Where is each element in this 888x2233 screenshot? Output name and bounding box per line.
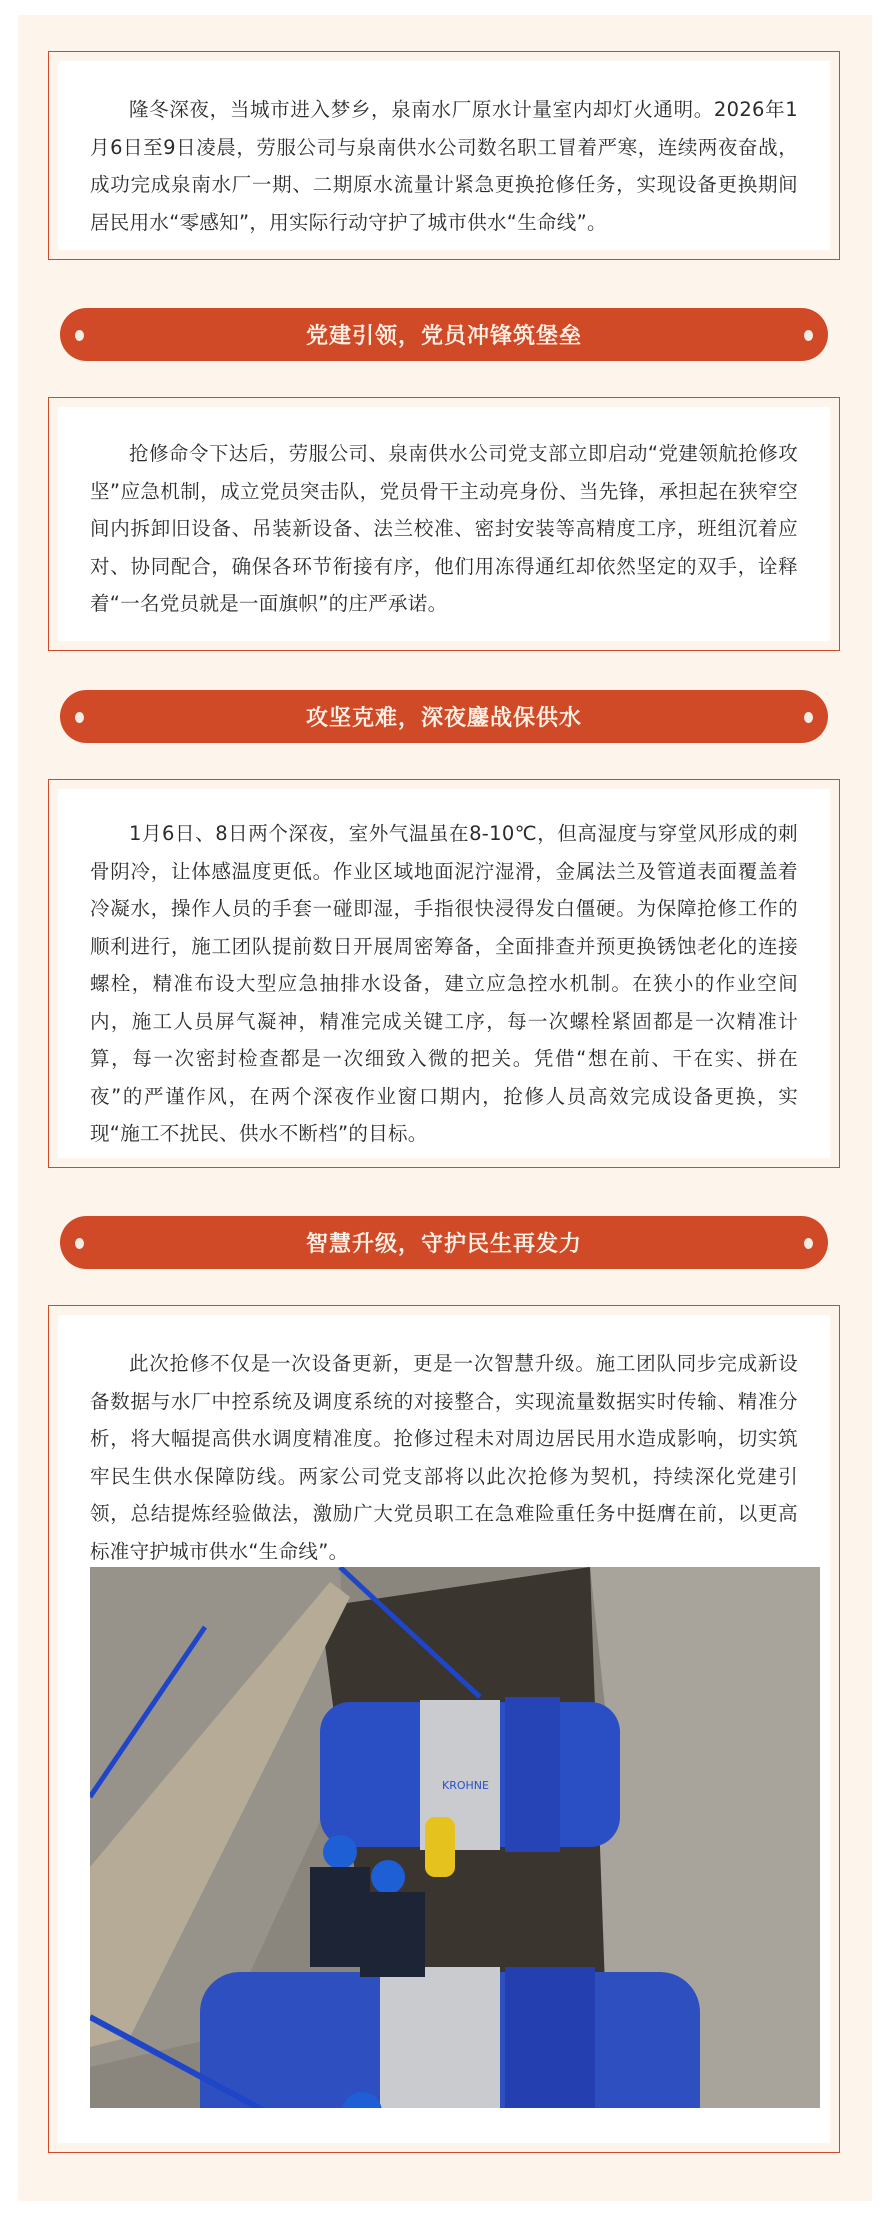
heading-dot-right-icon [804,712,813,723]
intro-box-inner [58,61,830,250]
heading-dot-left-icon [75,1238,84,1249]
party-leadership-box-inner [58,407,830,641]
party-leadership-box [48,397,840,651]
svg-text:KROHNE: KROHNE [442,1779,489,1792]
party-leadership-paragraph: 抢修命令下达后，劳服公司、泉南供水公司党支部立即启动“党建领航抢修攻坚”应急机制，成立党员突击队，党员骨干主动亮身份、当先锋，承担起在狭窄空间内拆卸旧设备、吊装新设备、法兰校准、密封安装等高精度工序，班组沉着应对、协同配合，确保各环节衔接有序，他们用冻得通红却依然坚定的双手，诠释着“一名党员就是一面旗帜”的庄严承诺。 [90,442,798,615]
smart-upgrade-box [48,1305,840,2153]
overnight-battle-box-inner [58,789,830,1158]
heading-dot-left-icon [75,330,84,341]
section-heading-text: 党建引领，党员冲锋筑堡垒 [305,324,582,349]
overnight-battle-paragraph: 1月6日、8日两个深夜，室外气温虽在8-10℃，但高湿度与穿堂风形成的刺骨阴冷，让体感温度更低。作业区域地面泥泞湿滑，金属法兰及管道表面覆盖着冷凝水，操作人员的手套一碰即湿，手指很快浸得发白僵硬。为保障抢修工作的顺利进行，施工团队提前数日开展周密筹备，全面排查并预更换锈蚀老化的连接螺栓，精准布设大型应急抽排水设备，建立应急控水机制。在狭小的作业空间内，施工人员屏气凝神，精准完成关键工序，每一次螺栓紧固都是一次精准计算，每一次密封检查都是一次细致入微的把关。凭借“想在前、干在实、拼在夜”的严谨作风，在两个深夜作业窗口期内，抢修人员高效完成设备更换，实现“施工不扰民、供水不断档”的目标。 [90,822,798,1145]
section-heading-party-leadership [60,308,828,361]
overnight-battle-box [48,779,840,1168]
smart-upgrade-paragraph: 此次抢修不仅是一次设备更新，更是一次智慧升级。施工团队同步完成新设备数据与水厂中控系统及调度系统的对接整合，实现流量数据实时传输、精准分析，将大幅提高供水调度精准度。抢修过程未对周边居民用水造成影响，切实筑牢民生供水保障防线。两家公司党支部将以此次抢修为契机，持续深化党建引领，总结提炼经验做法，激励广大党员职工在急难险重任务中挺膺在前，以更高标准守护城市供水“生命线”。 [90,1352,798,1563]
section-heading-smart-upgrade [60,1216,828,1269]
heading-dot-left-icon [75,712,84,723]
smart-upgrade-box-inner [58,1315,830,2143]
intro-paragraph: 隆冬深夜，当城市进入梦乡，泉南水厂原水计量室内却灯火通明。2026年1月6日至9日凌晨，劳服公司与泉南供水公司数名职工冒着严寒，连续两夜奋战，成功完成泉南水厂一期、二期原水流量计紧急更换抢修任务，实现设备更换期间居民用水“零感知”，用实际行动守护了城市供水“生命线”。 [90,98,798,234]
heading-dot-right-icon [804,330,813,341]
section-heading-text: 智慧升级，守护民生再发力 [305,1232,582,1257]
section-heading-overnight-battle [60,690,828,743]
heading-dot-right-icon [804,1238,813,1249]
intro-box [48,51,840,260]
pipe-repair-photo [90,1567,820,2108]
section-heading-text: 攻坚克难，深夜鏖战保供水 [305,706,582,731]
